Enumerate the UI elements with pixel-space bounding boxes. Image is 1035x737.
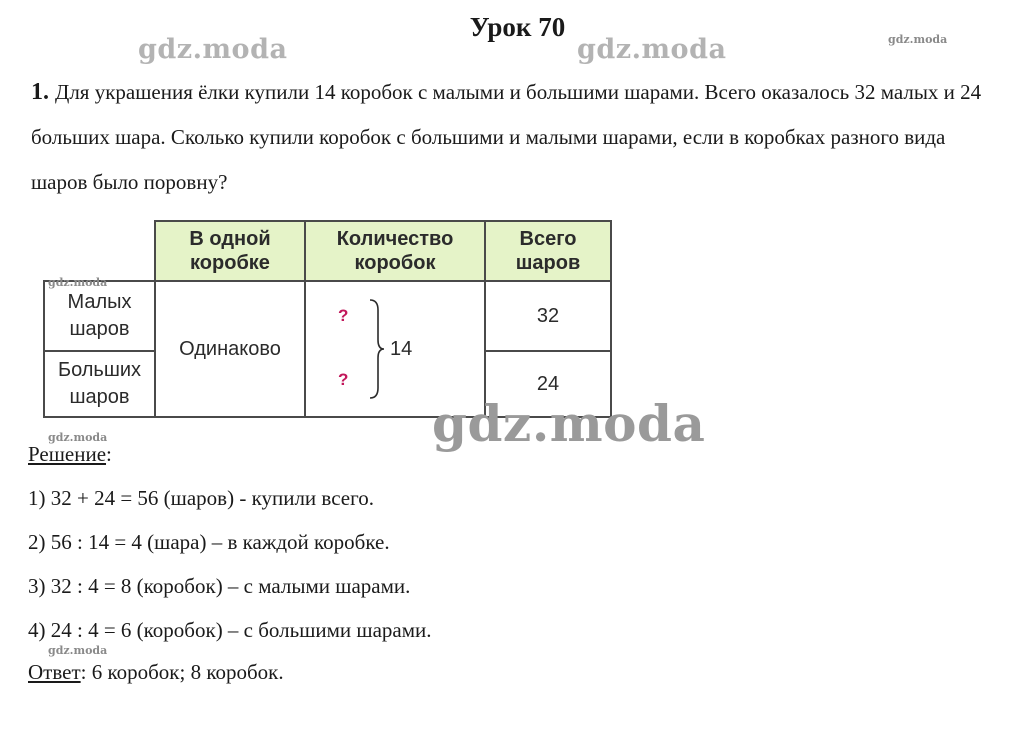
watermark: gdz.moda bbox=[48, 644, 108, 657]
solution-heading: Решение bbox=[28, 442, 107, 466]
total-boxes-value: 14 bbox=[390, 338, 413, 360]
question-mark-large: ? bbox=[338, 370, 349, 389]
table-header-total: Всего шаров bbox=[485, 221, 611, 281]
watermark: gdz.moda bbox=[48, 276, 108, 289]
task-number: 1. bbox=[31, 79, 49, 105]
task-text: Для украшения ёлки купили 14 коробок с малыми и большими шарами. Всего оказалось 32 малых и 24 больших шара. Сколько купили коробок с большими и малыми шарами, если в коробках разного вида шаров было поровну? bbox=[31, 80, 982, 194]
answer-text: : 6 коробок; 8 коробок. bbox=[80, 660, 284, 684]
watermark: gdz.moda bbox=[577, 34, 727, 65]
watermark: gdz.moda bbox=[138, 34, 288, 65]
table-row-label-small: Малых шаров bbox=[44, 281, 155, 351]
solution-step: 4) 24 : 4 = 6 (коробок) – с большими шарами. bbox=[28, 618, 432, 642]
table-header-box-count: Количество коробок bbox=[305, 221, 485, 281]
solution-step: 1) 32 + 24 = 56 (шаров) - купили всего. bbox=[28, 486, 374, 510]
table-row-label-large: Больших шаров bbox=[44, 351, 155, 417]
brace-icon bbox=[368, 298, 386, 400]
answer-label: Ответ bbox=[28, 660, 81, 684]
question-mark-small: ? bbox=[338, 306, 349, 325]
data-table bbox=[43, 220, 612, 418]
answer-line bbox=[28, 660, 284, 685]
table-cell-total-small: 32 bbox=[485, 281, 611, 351]
watermark: gdz.moda bbox=[432, 394, 706, 453]
lesson-title: Урок 70 bbox=[469, 12, 566, 42]
table-cell-total-large: 24 bbox=[485, 351, 611, 417]
solution-step: 2) 56 : 14 = 4 (шара) – в каждой коробке. bbox=[28, 530, 390, 554]
table-header-per-box: В одной коробке bbox=[155, 221, 305, 281]
solution-heading-line: Решение: bbox=[28, 442, 112, 466]
table-corner bbox=[44, 221, 155, 281]
task-text-block bbox=[31, 70, 991, 205]
watermark: gdz.moda bbox=[888, 33, 948, 46]
watermark: gdz.moda bbox=[48, 431, 108, 444]
solution-step: 3) 32 : 4 = 8 (коробок) – с малыми шарами. bbox=[28, 574, 411, 598]
table-cell-per-box: Одинаково bbox=[155, 281, 305, 417]
